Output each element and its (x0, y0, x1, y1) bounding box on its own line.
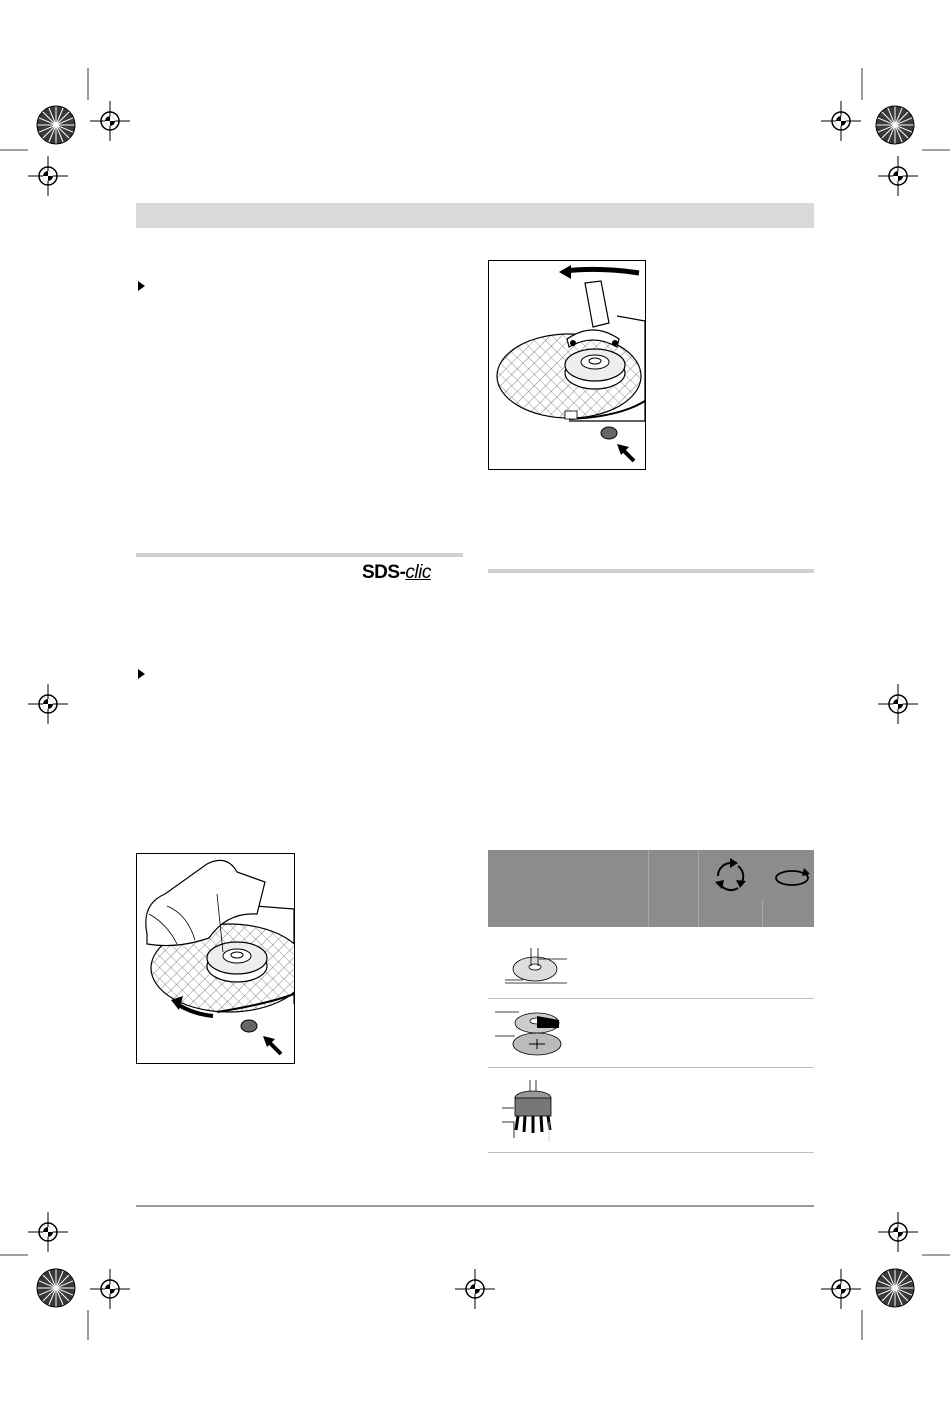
bullet-triangle-icon (138, 281, 145, 291)
cutting-disc-diagram (505, 945, 585, 990)
bullet-triangle-icon (138, 669, 145, 679)
section-rule-right (488, 569, 814, 573)
rotation-arrows-icon (708, 856, 754, 896)
ring-arrow-icon (770, 866, 814, 890)
table-header (488, 850, 814, 927)
table-header-divider (762, 900, 763, 927)
table-row-divider (488, 1067, 814, 1068)
table-header-divider (648, 850, 649, 927)
table-row-divider (488, 998, 814, 999)
grinding-disc-diagram (495, 1006, 570, 1062)
figure-hand-on-disc (136, 853, 295, 1064)
cup-brush-diagram (500, 1078, 570, 1148)
footer-rule (136, 1205, 814, 1207)
figure-wrench-loosening (488, 260, 646, 470)
table-row-divider (488, 1152, 814, 1153)
sds-clic-logo: SDS-clic (362, 562, 431, 583)
header-bar (136, 203, 814, 228)
table-header-divider (698, 850, 699, 927)
section-rule-left (136, 553, 463, 557)
